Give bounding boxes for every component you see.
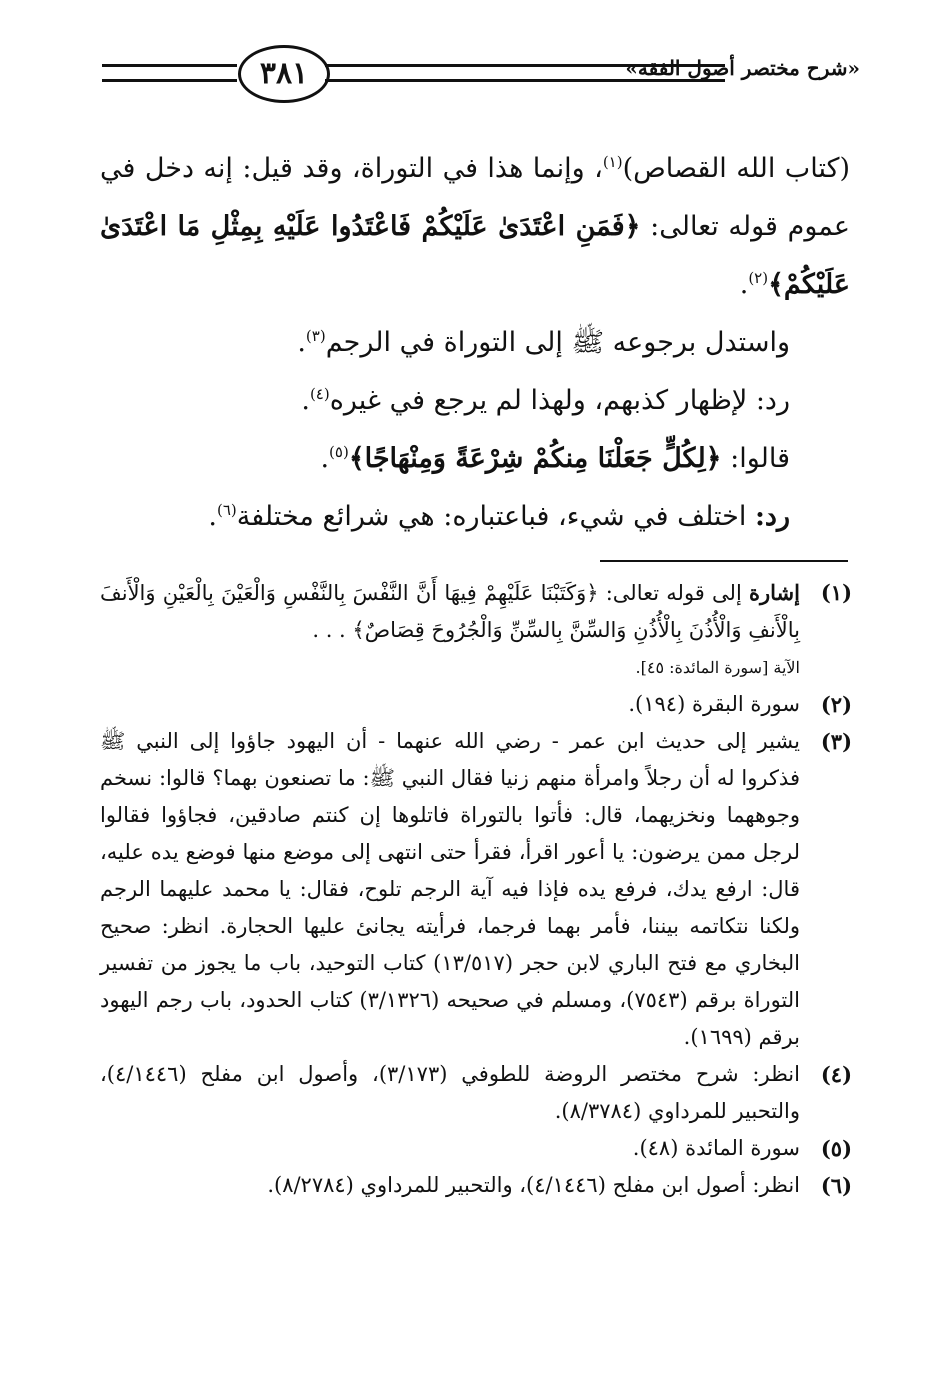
p5-label: رد:: [754, 501, 790, 532]
footnote-ref-2: (٢): [748, 269, 769, 287]
footnote-ref-3: (٣): [305, 327, 326, 345]
p1-text: (كتاب الله القصاص): [622, 153, 850, 184]
quran-verse-1: ﴿فَمَنِ اعْتَدَىٰ عَلَيْكُمْ فَاعْتَدُوا عَلَيْهِ بِمِثْلِ مَا اعْتَدَىٰ عَلَيْكُمْ﴾: [100, 211, 850, 300]
footnote-number: (١): [820, 580, 852, 605]
footnote-ref-1: (١): [602, 153, 623, 171]
footnote-1-text: إلى قوله تعالى: ﴿وَكَتَبْنَا عَلَيْهِمْ فِيهَا أَنَّ النَّفْسَ بِالنَّفْسِ وَالْعَيْنَ بِالْعَيْنِ وَالْأَنفَ بِالْأَنفِ وَالْأُذُنَ بِالْأُذُنِ وَالسِّنَّ بِالسِّنِّ وَالْجُرُوحَ قِصَاصٌ﴾ . . .: [100, 581, 800, 642]
paragraph-2: واستدل برجوعه ﷺ إلى التوراة في الرجم$^{(٣)}$.: [297, 327, 790, 358]
footnote-3: [100, 723, 852, 1056]
footnote-ref-6: (٦): [216, 501, 237, 519]
footnote-number: (٥): [820, 1136, 852, 1161]
p5-text: اختلف في شيء، فباعتباره: هي شرائع مختلفة: [236, 501, 747, 532]
footnote-number: (٦): [820, 1173, 852, 1198]
footnote-3-text: يشير إلى حديث ابن عمر - رضي الله عنهما - أن اليهود جاؤوا إلى النبي ﷺ فذكروا له أن رجلاً وامرأة منهم زنيا فقال النبي ﷺ: ما تصنعون بهما؟ قالوا: نسخم وجوههما ونخزيهما، قال: فأتوا بالتوراة فاتلوها إن كنتم صادقين، فجاؤوا فقالوا لرجل ممن يرضون: يا أعور اقرأ، فقرأ حتى انتهى إلى موضع منها فوضع يده عليه، قال: ارفع يدك، فرفع يده فإذا فيه آية الرجم تلوح، فقال: يا محمد عليهما الرجم ولكنا نتكاتمه بيننا، فأمر بهما فرجما، فرأيته يجانئ عليها الحجارة. انظر: صحيح البخاري مع فتح الباري لابن حجر (١٣/٥١٧) كتاب التوحيد، باب ما يجوز من تفسير التوراة برقم (٧٥٤٣)، ومسلم في صحيحه (٣/١٣٢٦) كتاب الحدود، باب رجم اليهود برقم (١٦٩٩).: [100, 729, 801, 1049]
page-header: [60, 40, 860, 110]
quran-verse-2: ﴿لِكُلٍّ جَعَلْنَا مِنكُمْ شِرْعَةً وَمِنْهَاجًا﴾: [348, 443, 722, 474]
header-rule-left: [102, 64, 237, 82]
footnote-1-tail: الآية [سورة المائدة: ٤٥].: [635, 658, 800, 677]
footnote-number: (٤): [820, 1062, 852, 1087]
footnote-6-text: انظر: أصول ابن مفلح (٤/١٤٤٦)، والتحبير للمرداوي (٨/٢٧٨٤).: [267, 1173, 800, 1197]
footnotes: [100, 574, 852, 1204]
footnote-ref-4: (٤): [309, 385, 330, 403]
paragraph-4: قالوا: ﴿لِكُلٍّ جَعَلْنَا مِنكُمْ شِرْعَةً وَمِنْهَاجًا﴾$^{(٥)}$.: [320, 443, 790, 474]
running-title: «شرح مختصر أصول الفقه»: [625, 56, 860, 80]
main-text: [100, 140, 850, 546]
p1-text-b: ، وإنما هذا في التوراة، وقد قيل: إنه دخل في عموم قوله تعالى:: [100, 153, 850, 242]
footnote-4: [100, 1056, 852, 1130]
footnote-4-text: انظر: شرح مختصر الروضة للطوفي (٣/١٧٣)، وأصول ابن مفلح (٤/١٤٤٦)، والتحبير للمرداوي (٨/٣٧٨٤).: [100, 1062, 800, 1123]
paragraph-1: (كتاب الله القصاص)$^{(١)}$، وإنما هذا في التوراة، وقد قيل: إنه دخل في عموم قوله تعالى: ﴿فَمَنِ اعْتَدَىٰ عَلَيْكُمْ فَاعْتَدُوا عَلَيْهِ بِمِثْلِ مَا اعْتَدَىٰ عَلَيْكُمْ﴾$^{(٢)}$.: [100, 153, 850, 300]
footnote-1-body: [100, 574, 800, 686]
footnote-1-lead: إشارة: [749, 580, 800, 605]
p2-text: واستدل برجوعه ﷺ إلى التوراة في الرجم: [325, 327, 790, 358]
footnote-separator: [600, 560, 848, 562]
footnote-number: (٣): [820, 729, 852, 754]
paragraph-3: رد: لإظهار كذبهم، ولهذا لم يرجع في غيره$^{(٤)}$.: [301, 385, 790, 416]
paragraph-5: رد: اختلف في شيء، فباعتباره: هي شرائع مختلفة$^{(٦)}$.: [208, 501, 790, 532]
footnote-6: [100, 1167, 852, 1204]
p4-label: قالوا:: [730, 443, 790, 474]
footnote-5: [100, 1130, 852, 1167]
footnote-2-text: سورة البقرة (١٩٤).: [628, 692, 800, 716]
footnote-2: [100, 686, 852, 723]
p3-text: رد: لإظهار كذبهم، ولهذا لم يرجع في غيره: [329, 385, 790, 416]
footnote-ref-5: (٥): [329, 443, 349, 461]
footnote-1: [100, 574, 852, 686]
footnote-number: (٢): [820, 692, 852, 717]
page-number: ٣٨١: [238, 45, 330, 103]
footnote-5-text: سورة المائدة (٤٨).: [632, 1136, 800, 1160]
